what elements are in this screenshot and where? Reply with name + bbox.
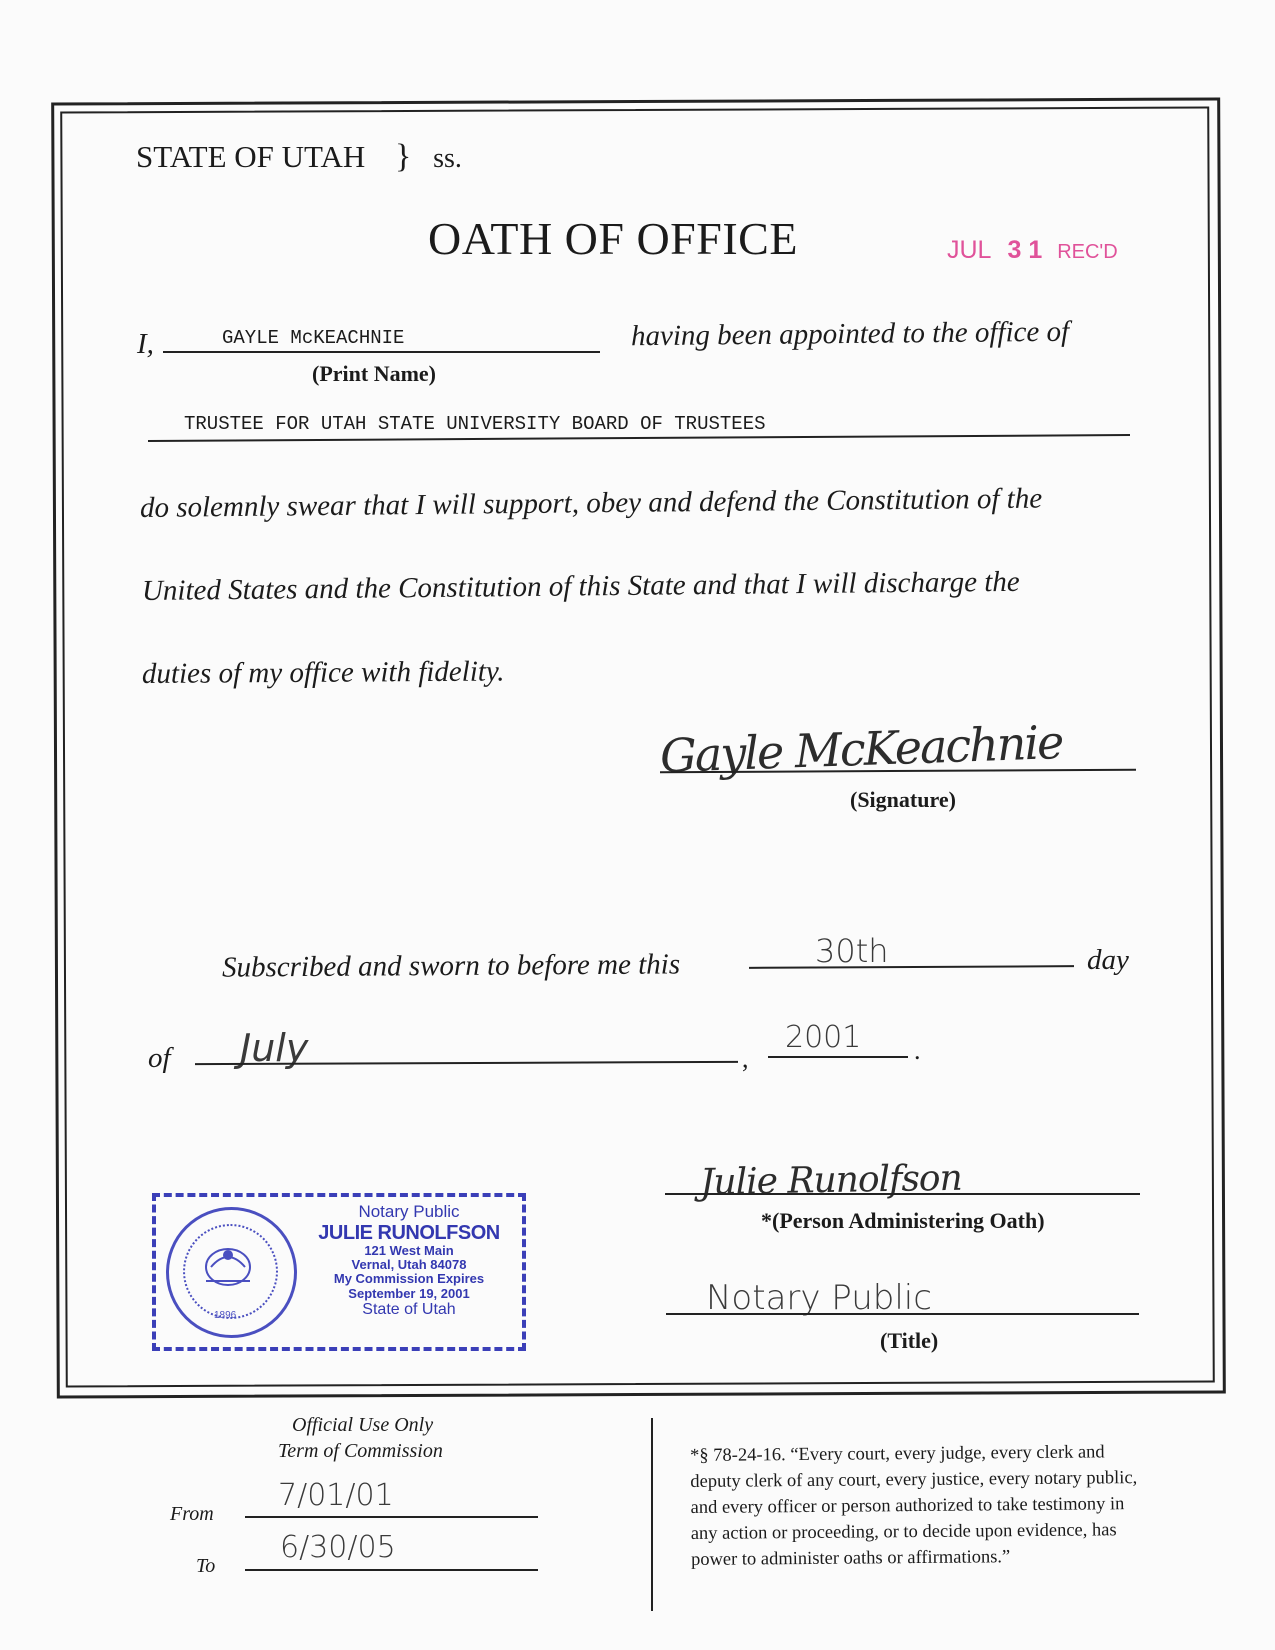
official-use-heading: Official Use Only: [292, 1414, 434, 1436]
administering-signature: Julie Runolfson: [699, 1157, 963, 1204]
oath-line-3: duties of my office with fidelity.: [141, 655, 505, 690]
recd-day: 3 1: [1007, 236, 1043, 264]
footnote: [690, 1439, 1138, 1573]
recd-label: REC'D: [1057, 241, 1118, 263]
sworn-year-line: [768, 1056, 908, 1058]
administering-line: [665, 1193, 1140, 1195]
from-line: [245, 1516, 538, 1518]
seal-year: 1896: [214, 1310, 237, 1321]
sworn-comma: ,: [742, 1044, 749, 1073]
sworn-day-label: day: [1087, 944, 1129, 976]
to-value: 6/30/05: [280, 1530, 396, 1565]
i-prefix: I,: [137, 328, 154, 360]
footnote-line-3: and every officer or person authorized to take testimony in: [690, 1494, 1125, 1518]
footnote-line-4: any action or proceeding, or to decide upon evidence, has: [690, 1520, 1117, 1544]
footer-divider: [651, 1418, 653, 1611]
notary-stamp: [152, 1193, 526, 1351]
oath-line-1: do solemnly swear that I will support, obey and defend the Constitution of the: [139, 482, 1043, 524]
state-seal: [166, 1207, 297, 1338]
notary-line-6: September 19, 2001: [348, 1285, 470, 1301]
sworn-day-value: 30th: [815, 932, 889, 970]
print-name-value: GAYLE McKEACHNIE: [222, 327, 405, 349]
footnote-line-1: *§ 78-24-16. “Every court, every judge, every clerk and: [690, 1442, 1105, 1466]
ss-label: ss.: [433, 143, 462, 174]
administering-caption: *(Person Administering Oath): [761, 1208, 1045, 1233]
received-stamp: [947, 236, 1118, 265]
signature-caption: (Signature): [850, 787, 956, 812]
notary-line-1: Notary Public: [358, 1202, 460, 1221]
state-name: STATE OF UTAH: [136, 139, 366, 174]
footnote-line-5: power to administer oaths or affirmations.”: [690, 1547, 1011, 1570]
signature-value: Gayle McKeachnie: [659, 714, 1064, 784]
notary-line-3: 121 West Main: [364, 1242, 454, 1258]
term-of-commission-heading: Term of Commission: [278, 1440, 443, 1462]
sworn-prefix: Subscribed and sworn to before me this: [221, 948, 681, 984]
title-line: [666, 1313, 1139, 1315]
sworn-year-value: 2001: [785, 1020, 862, 1055]
office-value: TRUSTEE FOR UTAH STATE UNIVERSITY BOARD OF TRUSTEES: [184, 413, 766, 435]
title-value: Notary Public: [706, 1278, 932, 1318]
title-caption: (Title): [880, 1328, 939, 1353]
brace: }: [395, 138, 412, 175]
oath-line-2: United States and the Constitution of this State and that I will discharge the: [141, 565, 1020, 607]
page-title: OATH OF OFFICE: [428, 213, 798, 264]
recd-month: JUL: [947, 236, 991, 264]
notary-line-7: State of Utah: [362, 1300, 456, 1318]
sworn-period: .: [914, 1036, 921, 1065]
to-label: To: [196, 1555, 216, 1577]
from-value: 7/01/01: [278, 1478, 394, 1513]
print-name-caption: (Print Name): [312, 361, 437, 386]
to-line: [245, 1569, 538, 1571]
print-name-line: [163, 351, 600, 353]
notary-line-2: JULIE RUNOLFSON: [318, 1221, 500, 1244]
notary-text-block: [304, 1203, 514, 1318]
footnote-line-2: deputy clerk of any court, every justice, every notary public,: [690, 1468, 1138, 1492]
sworn-of-label: of: [148, 1042, 171, 1074]
state-heading: [136, 138, 462, 176]
from-label: From: [170, 1503, 214, 1525]
notary-line-5: My Commission Expires: [333, 1271, 485, 1287]
sworn-month-value: July: [240, 1026, 309, 1070]
notary-line-4: Vernal, Utah 84078: [351, 1256, 467, 1272]
appointment-suffix: having been appointed to the office of: [630, 315, 1070, 353]
